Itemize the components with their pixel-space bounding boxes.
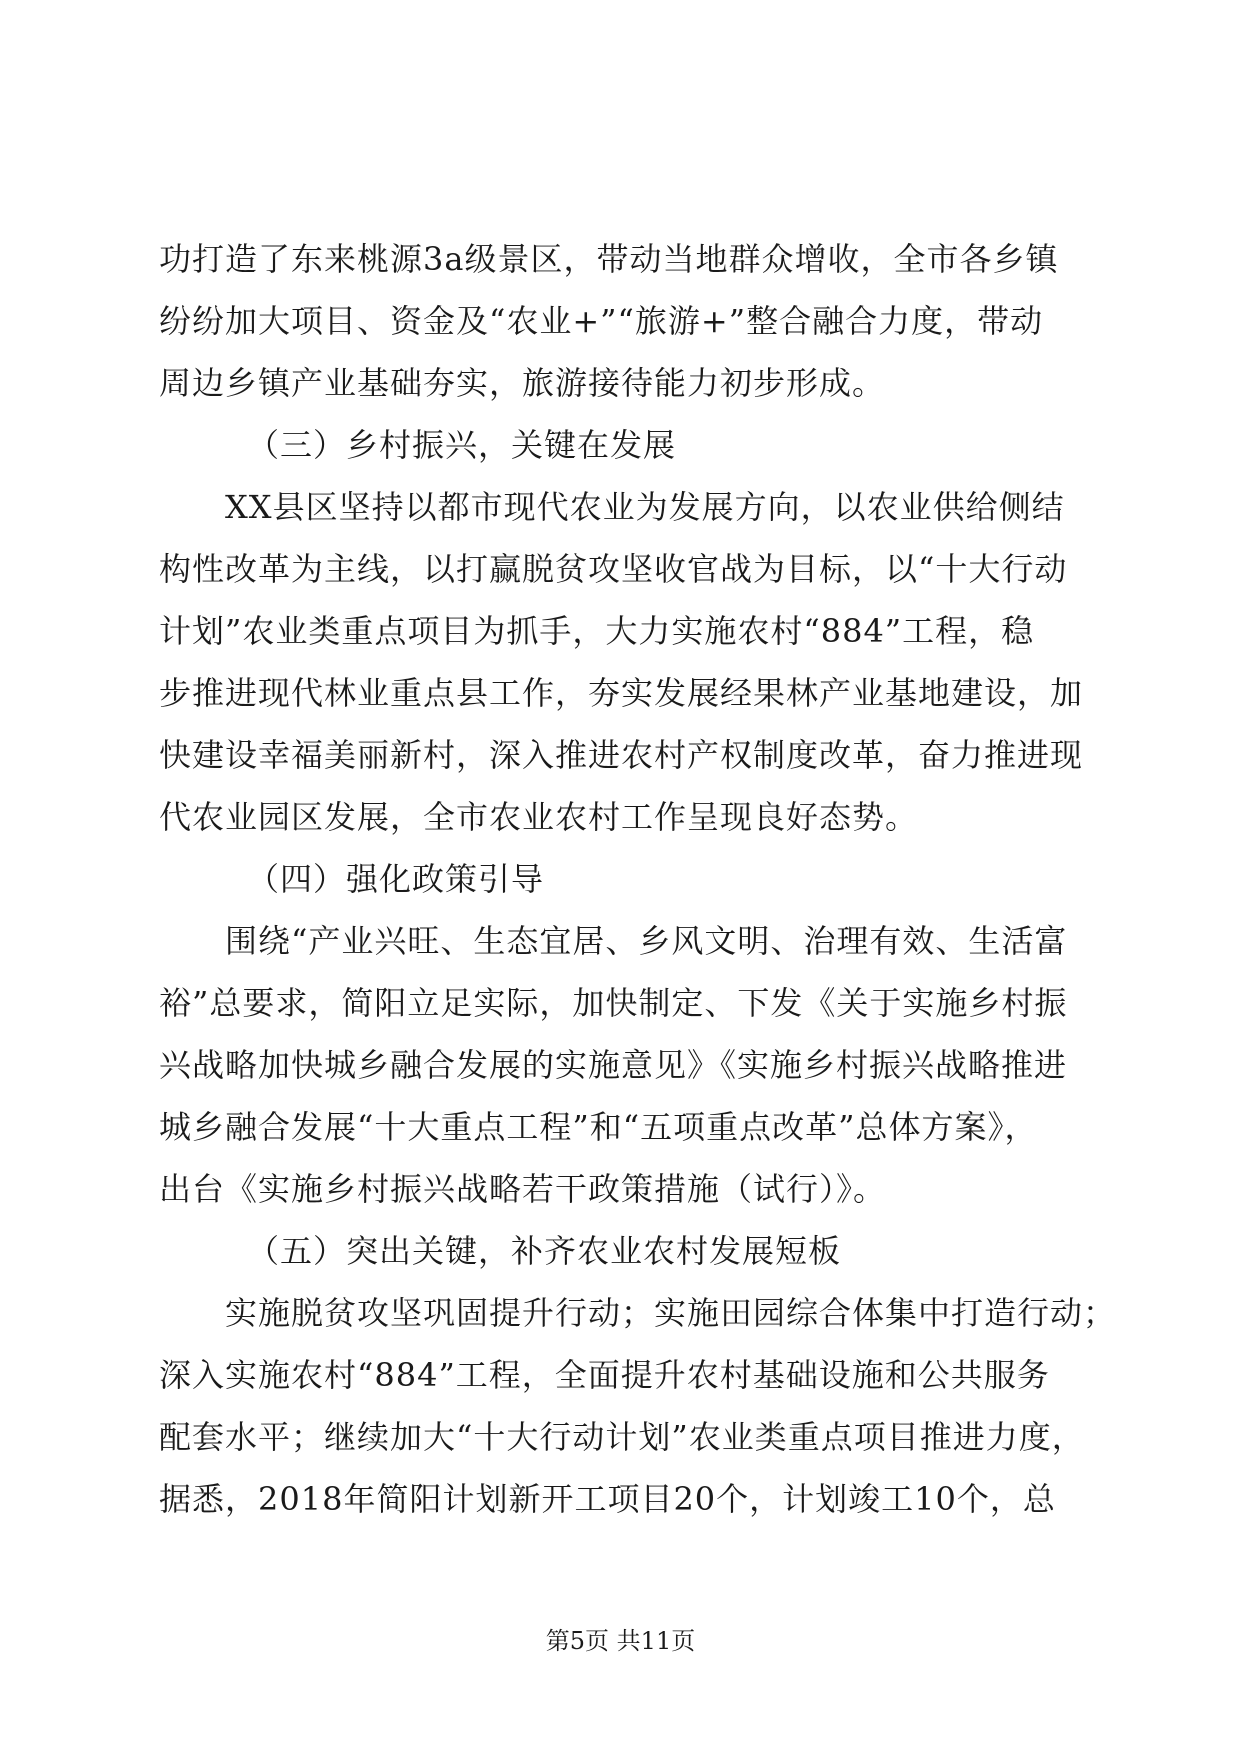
text-line: 深入实施农村“884”工程，全面提升农村基础设施和公共服务: [159, 1356, 1050, 1394]
text-line: 兴战略加快城乡融合发展的实施意见》《实施乡村振兴战略推进: [159, 1046, 1068, 1084]
text-line: 实施脱贫攻坚巩固提升行动；实施田园综合体集中打造行动；: [225, 1294, 1117, 1332]
heading-line: （四）强化政策引导: [247, 860, 545, 898]
text-line: 配套水平；继续加大“十大行动计划”农业类重点项目推进力度，: [159, 1418, 1085, 1456]
text-line: 快建设幸福美丽新村，深入推进农村产权制度改革，奋力推进现: [159, 736, 1084, 774]
paragraph: [159, 476, 1083, 848]
text-line: 周边乡镇产业基础夯实，旅游接待能力初步形成。: [159, 364, 886, 402]
text-line: XX县区坚持以都市现代农业为发展方向，以农业供给侧结: [225, 488, 1065, 526]
text-line: 纷纷加大项目、资金及“农业+”“旅游+”整合融合力度，带动: [159, 302, 1044, 340]
text-line: 城乡融合发展“十大重点工程”和“五项重点改革”总体方案》，: [159, 1108, 1038, 1146]
section-heading: [159, 1220, 1083, 1282]
paragraph: [159, 228, 1083, 414]
text-line: 出台《实施乡村振兴战略若干政策措施（试行）》。: [159, 1170, 887, 1208]
paragraph: [159, 1282, 1117, 1530]
heading-line: （三）乡村振兴，关键在发展: [247, 426, 677, 464]
heading-line: （五）突出关键，补齐农业农村发展短板: [247, 1232, 842, 1270]
text-line: 据悉，2018年简阳计划新开工项目20个，计划竣工10个，总: [159, 1480, 1056, 1518]
document-body: [159, 228, 1117, 1530]
paragraph: [159, 910, 1083, 1220]
text-line: 步推进现代林业重点县工作，夯实发展经果林产业基地建设，加: [159, 674, 1084, 712]
page-footer: 第5页 共11页: [545, 1627, 696, 1655]
text-line: 代农业园区发展，全市农业农村工作呈现良好态势。: [159, 798, 919, 836]
section-heading: [159, 414, 1083, 476]
text-line: 计划”农业类重点项目为抓手，大力实施农村“884”工程，稳: [159, 612, 1035, 650]
text-line: 裕”总要求，简阳立足实际，加快制定、下发《关于实施乡村振: [159, 984, 1068, 1022]
section-heading: [159, 848, 1083, 910]
text-line: 功打造了东来桃源3a级景区，带动当地群众增收，全市各乡镇: [159, 240, 1059, 278]
text-line: 围绕“产业兴旺、生态宜居、乡风文明、治理有效、生活富: [225, 922, 1068, 960]
text-line: 构性改革为主线，以打赢脱贫攻坚收官战为目标，以“十大行动: [159, 550, 1068, 588]
